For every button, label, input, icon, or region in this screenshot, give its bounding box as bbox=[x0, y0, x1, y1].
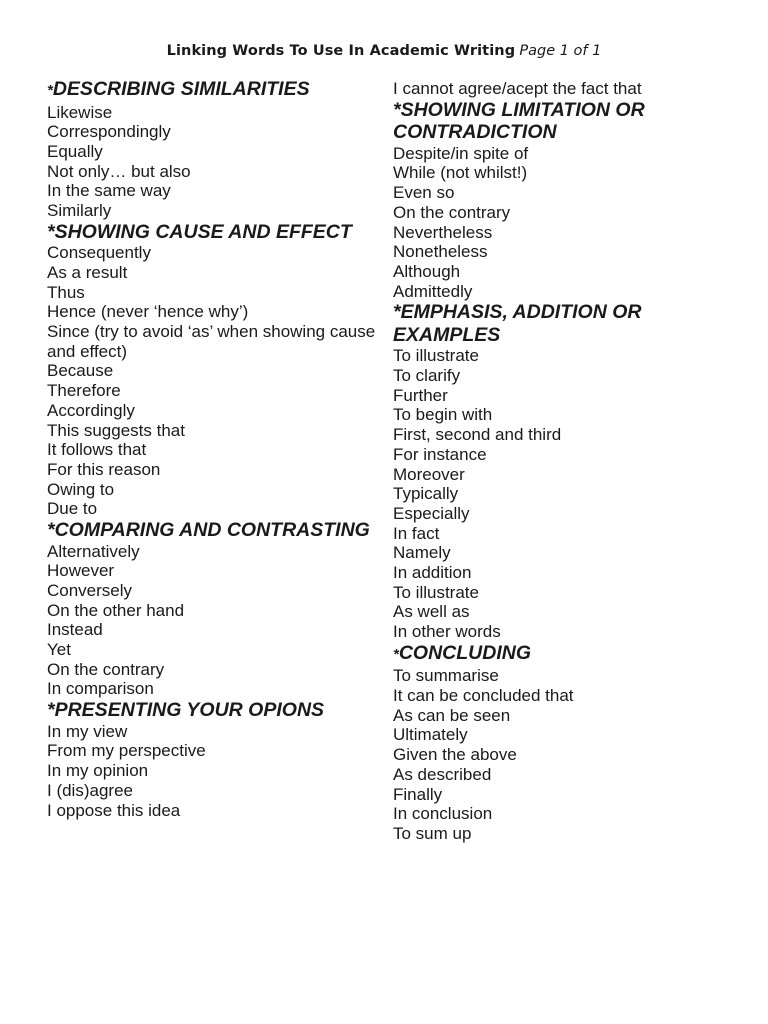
list-item: Correspondingly bbox=[47, 122, 171, 142]
list-item: In addition bbox=[393, 563, 472, 583]
list-item: Not only… but also bbox=[47, 161, 191, 181]
list-item: To begin with bbox=[393, 405, 493, 425]
list-item: Since (try to avoid ‘as’ when showing cause and effect) bbox=[47, 322, 376, 361]
list-item: Moreover bbox=[393, 464, 465, 484]
section-heading-similarities bbox=[47, 78, 382, 103]
list-item: On the contrary bbox=[393, 202, 511, 222]
heading-text: CONCLUDING bbox=[398, 641, 532, 664]
list-item: In my view bbox=[47, 721, 128, 741]
list-item: To summarise bbox=[393, 666, 499, 686]
list-item: I oppose this idea bbox=[47, 800, 181, 820]
list-item: First, second and third bbox=[393, 425, 562, 445]
list-item: Despite/in spite of bbox=[393, 143, 529, 163]
list-item: In fact bbox=[393, 523, 440, 543]
list-item: Conversely bbox=[47, 580, 133, 600]
list-item: It follows that bbox=[47, 440, 147, 460]
list-item: Due to bbox=[47, 499, 98, 519]
list-item: In the same way bbox=[47, 181, 171, 201]
list-item: This suggests that bbox=[47, 420, 185, 440]
list-item: To illustrate bbox=[393, 582, 479, 602]
list-item: Thus bbox=[47, 282, 85, 302]
list-item: To clarify bbox=[393, 366, 461, 386]
list-item: Consequently bbox=[47, 243, 151, 263]
section-heading-emphasis: *EMPHASIS, ADDITION OR EXAMPLES bbox=[393, 301, 642, 346]
list-item: While (not whilst!) bbox=[393, 163, 528, 183]
list-item: Typically bbox=[393, 484, 459, 504]
list-item: It can be concluded that bbox=[393, 686, 574, 706]
list-item: As can be seen bbox=[393, 705, 511, 725]
document-header bbox=[0, 42, 768, 59]
section-heading-concluding bbox=[393, 642, 693, 667]
document-title: Linking Words To Use In Academic Writing bbox=[166, 43, 516, 59]
list-item: On the contrary bbox=[47, 659, 165, 679]
list-item: To sum up bbox=[393, 824, 472, 843]
list-item: From my perspective bbox=[47, 741, 206, 761]
list-item: Alternatively bbox=[47, 541, 140, 561]
list-item: Nevertheless bbox=[393, 222, 493, 242]
list-item: In conclusion bbox=[393, 804, 493, 824]
list-item: Equally bbox=[47, 141, 103, 161]
list-item: As well as bbox=[393, 602, 470, 622]
section-heading-comparing: *COMPARING AND CONTRASTING bbox=[47, 519, 370, 542]
list-item: Admittedly bbox=[393, 281, 473, 301]
right-column bbox=[393, 78, 693, 844]
list-item: Likewise bbox=[47, 102, 113, 122]
heading-star: * bbox=[393, 645, 399, 663]
list-item: On the other hand bbox=[47, 600, 185, 620]
list-item: To illustrate bbox=[393, 346, 479, 366]
list-item: Instead bbox=[47, 620, 103, 640]
heading-text: DESCRIBING SIMILARITIES bbox=[52, 78, 310, 100]
list-item: In my opinion bbox=[47, 761, 149, 781]
list-item: In comparison bbox=[47, 679, 154, 699]
section-heading-cause-effect: *SHOWING CAUSE AND EFFECT bbox=[47, 220, 352, 243]
list-item: For instance bbox=[393, 444, 487, 464]
list-item: Therefore bbox=[47, 381, 121, 401]
list-item: Similarly bbox=[47, 201, 112, 221]
list-item: However bbox=[47, 561, 115, 581]
list-item: I (dis)agree bbox=[47, 780, 133, 800]
list-item: Even so bbox=[393, 183, 455, 203]
list-item: In other words bbox=[393, 622, 501, 642]
list-item: Because bbox=[47, 361, 114, 381]
left-column bbox=[47, 78, 382, 820]
list-item: As a result bbox=[47, 262, 128, 282]
section-heading-opinions: *PRESENTING YOUR OPIONS bbox=[47, 699, 325, 722]
list-item: As described bbox=[393, 764, 492, 784]
list-item: For this reason bbox=[47, 459, 161, 479]
page-indicator: Page 1 of 1 bbox=[519, 43, 602, 59]
list-item: Further bbox=[393, 385, 448, 405]
list-item: Given the above bbox=[393, 745, 517, 765]
list-item: Owing to bbox=[47, 479, 115, 499]
list-item: Hence (never ‘hence why’) bbox=[47, 302, 249, 322]
section-heading-limitation: *SHOWING LIMITATION OR CONTRADICTION bbox=[393, 98, 645, 144]
list-item: Especially bbox=[393, 503, 470, 523]
list-item: Accordingly bbox=[47, 400, 135, 420]
list-item: Namely bbox=[393, 543, 451, 563]
list-item: Finally bbox=[393, 784, 443, 804]
list-item: Nonetheless bbox=[393, 242, 488, 262]
list-item: Although bbox=[393, 261, 461, 281]
heading-star: * bbox=[47, 82, 53, 99]
list-item: I cannot agree/acept the fact that bbox=[393, 79, 642, 98]
list-item: Yet bbox=[47, 640, 71, 660]
list-item: Ultimately bbox=[393, 725, 468, 745]
